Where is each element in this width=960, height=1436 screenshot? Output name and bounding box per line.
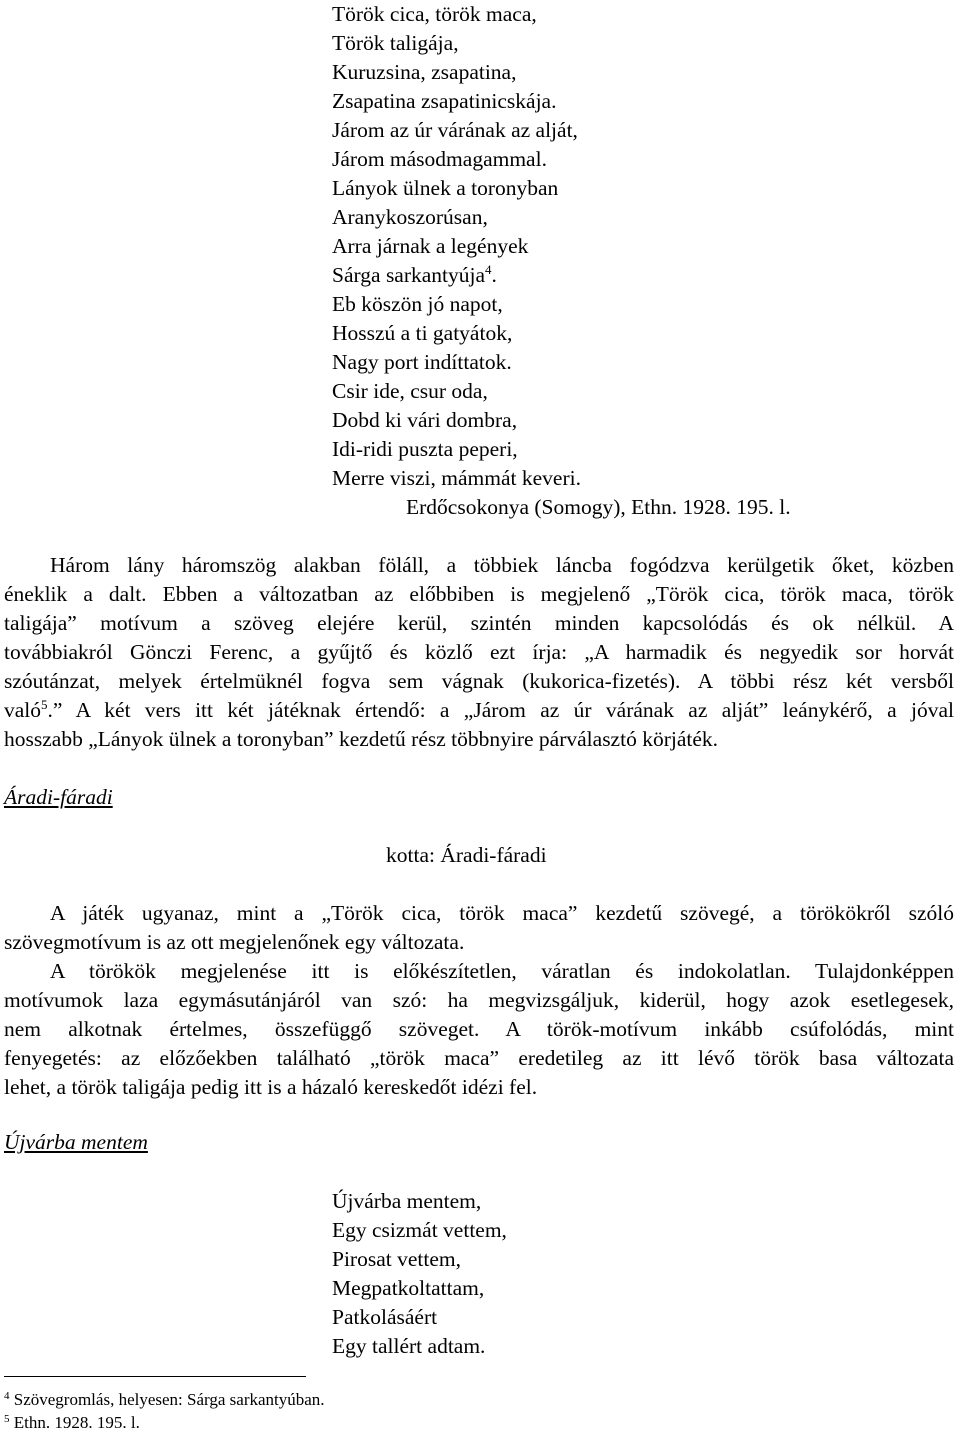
paragraph-line: szövegmotívum is az ott megjelenőnek egy változata. (4, 930, 465, 954)
section-heading: Áradi-fáradi (4, 785, 113, 809)
footnote (4, 1389, 325, 1411)
footnote-separator (4, 1376, 306, 1377)
paragraph-line: lehet, a török taligája pedig itt is a házaló kereskedőt idézi fel. (4, 1075, 538, 1099)
paragraph-line: továbbiakról Gönczi Ferenc, a gyűjtő és közlő ezt írja: „A harmadik és negyedik sor horvát (4, 640, 954, 664)
verse-line: Újvárba mentem, (332, 1189, 482, 1213)
paragraph-line-with-footnote (4, 696, 954, 724)
verse-line: Idi-ridi puszta peperi, (332, 437, 518, 461)
verse-line: Dobd ki vári dombra, (332, 408, 518, 432)
verse-line: Kuruzsina, zsapatina, (332, 60, 517, 84)
paragraph-line: A törökök megjelenése itt is előkészítetlen, váratlan és indokolatlan. Tulajdonképpen (50, 959, 954, 983)
verse-line: Eb köszön jó napot, (332, 292, 503, 316)
paragraph-line: A játék ugyanaz, mint a „Török cica, török maca” kezdetű szövegé, a törökökről szóló (50, 901, 954, 925)
verse-line: Arra járnak a legények (332, 234, 529, 258)
verse-line: Nagy port indíttatok. (332, 350, 512, 374)
paragraph-text: .” A két vers itt két játéknak értendő: a „Járom az úr várának az alját” leánykérő, a jóval (47, 698, 954, 722)
footnote-number: 5 (4, 1413, 10, 1425)
footnote-text: Ethn. 1928. 195. l. (13, 1413, 140, 1432)
section-heading: Újvárba mentem (4, 1130, 148, 1154)
verse-line: Patkolásáért (332, 1305, 438, 1329)
verse-line: Egy csizmát vettem, (332, 1218, 507, 1242)
footnote-ref: 4 (485, 262, 492, 277)
verse-text: Sárga sarkantyúja (332, 263, 486, 287)
verse-punct: . (491, 263, 497, 287)
verse-line: Aranykoszorúsan, (332, 205, 488, 229)
paragraph-line: fenyegetés: az előzőekben található „török maca” eredetileg az itt lévő török basa változata (4, 1046, 954, 1070)
footnote-number: 4 (4, 1390, 10, 1402)
verse-line: Járom az úr várának az alját, (332, 118, 578, 142)
verse-line-with-footnote (332, 261, 497, 289)
verse-line: Hosszú a ti gatyátok, (332, 321, 513, 345)
verse-line: Csir ide, csur oda, (332, 379, 488, 403)
paragraph-text: való (4, 698, 42, 722)
verse-line: Török taligája, (332, 31, 459, 55)
footnote-text: Szövegromlás, helyesen: Sárga sarkantyúban. (13, 1390, 325, 1409)
paragraph-line: szóutánzat, melyek értelmüknél fogva sem vágnak (kukorica-fizetés). A többi rész két versből (4, 669, 954, 693)
paragraph-line: éneklik a dalt. Ebben a változatban az előbbiben is megjelenő „Török cica, török maca, török (4, 582, 954, 606)
verse-line: Török cica, török maca, (332, 2, 537, 26)
paragraph-line: nem alkotnak értelmes, összefüggő szöveget. A török-motívum inkább csúfolódás, mint (4, 1017, 954, 1041)
footnote-ref: 5 (41, 697, 48, 712)
verse-line: Járom másodmagammal. (332, 147, 547, 171)
verse-line: Pirosat vettem, (332, 1247, 461, 1271)
paragraph-line: Három lány háromszög alakban föláll, a többiek láncba fogódzva kerülgetik őket, közben (50, 553, 954, 577)
music-score-caption: kotta: Áradi-fáradi (386, 843, 547, 867)
paragraph-line: hosszabb „Lányok ülnek a toronyban” kezdetű rész többnyire párválasztó körjáték. (4, 727, 719, 751)
paragraph-line: motívumok laza egymásutánjáról van szó: ha megvizsgáljuk, kiderül, hogy azok esetlegesek, (4, 988, 954, 1012)
verse-line: Megpatkoltattam, (332, 1276, 485, 1300)
verse-line: Merre viszi, mámmát keveri. (332, 466, 581, 490)
verse-line: Zsapatina zsapatinicskája. (332, 89, 557, 113)
footnote (4, 1412, 140, 1434)
verse-line: Lányok ülnek a toronyban (332, 176, 559, 200)
source-citation: Erdőcsokonya (Somogy), Ethn. 1928. 195. l. (406, 495, 791, 519)
verse-line: Egy tallért adtam. (332, 1334, 486, 1358)
paragraph-line: taligája” motívum a szöveg elejére kerül, szintén minden kapcsolódás és ok nélkül. A (4, 611, 954, 635)
